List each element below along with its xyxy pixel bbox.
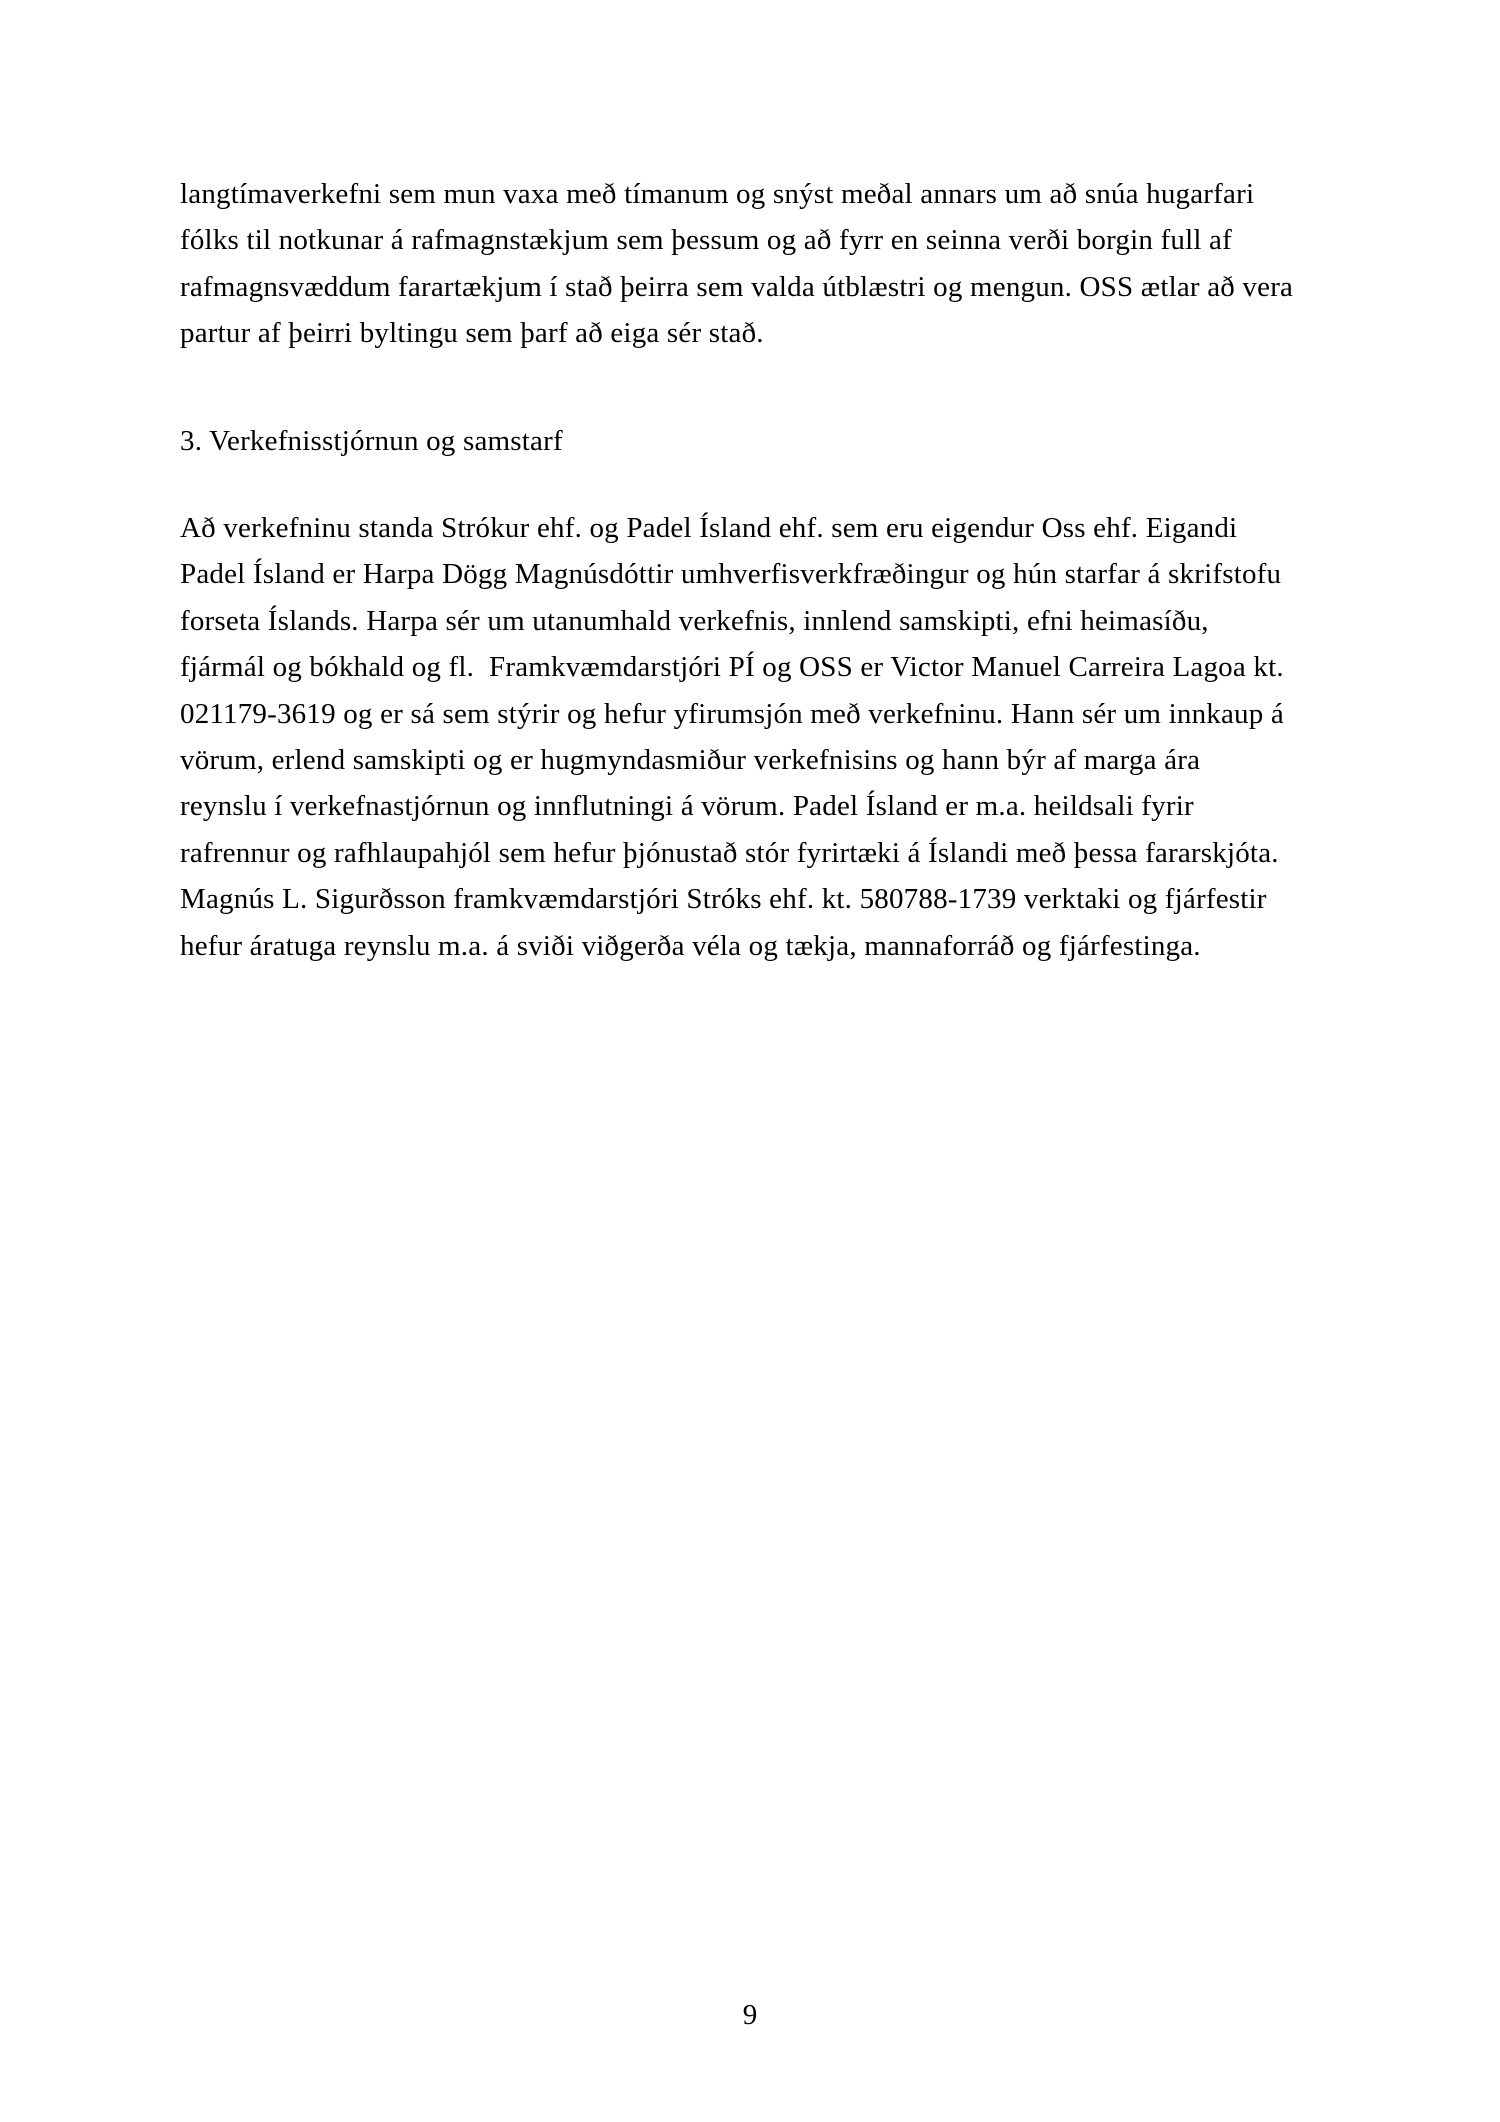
- paragraph-intro: [180, 171, 1325, 357]
- text-line: Magnús L. Sigurðsson framkvæmdarstjóri Stróks ehf. kt. 580788-1739 verktaki og fjárfestir: [180, 883, 1267, 916]
- text-line: reynslu í verkefnastjórnun og innflutningi á vörum. Padel Ísland er m.a. heildsali fyrir: [180, 790, 1194, 823]
- page-number: 9: [742, 1999, 758, 2031]
- text-line: rafrennur og rafhlaupahjól sem hefur þjónustað stór fyrirtæki á Íslandi með þessa fararskjóta.: [180, 836, 1279, 869]
- text-line: fjármál og bókhald og fl. Framkvæmdarstjóri PÍ og OSS er Victor Manuel Carreira Lagoa kt.: [180, 651, 1284, 684]
- section-heading: 3. Verkefnisstjórnun og samstarf: [180, 424, 563, 457]
- text-line: 021179-3619 og er sá sem stýrir og hefur yfirumsjón með verkefninu. Hann sér um innkaup á: [180, 697, 1284, 730]
- text-line: Að verkefninu standa Strókur ehf. og Padel Ísland ehf. sem eru eigendur Oss ehf. Eigandi: [180, 512, 1238, 545]
- text-line: forseta Íslands. Harpa sér um utanumhald verkefnis, innlend samskipti, efni heimasíðu,: [180, 604, 1209, 637]
- paragraph-project-management: [180, 505, 1325, 969]
- text-line: hefur áratuga reynslu m.a. á sviði viðgerða véla og tækja, mannaforráð og fjárfestinga.: [180, 929, 1201, 962]
- text-line: Padel Ísland er Harpa Dögg Magnúsdóttir umhverfisverkfræðingur og hún starfar á skrifstofu: [180, 558, 1282, 591]
- page-content: [180, 171, 1325, 969]
- text-line: langtímaverkefni sem mun vaxa með tímanum og snýst meðal annars um að snúa hugarfari: [180, 178, 1255, 210]
- text-line: vörum, erlend samskipti og er hugmyndasmiður verkefnisins og hann býr af marga ára: [180, 744, 1201, 777]
- text-line: partur af þeirri byltingu sem þarf að eiga sér stað.: [180, 317, 764, 350]
- text-line: rafmagnsvæddum farartækjum í stað þeirra sem valda útblæstri og mengun. OSS ætlar að vera: [180, 270, 1294, 303]
- text-line: fólks til notkunar á rafmagnstækjum sem þessum og að fyrr en seinna verði borgin full af: [180, 224, 1232, 257]
